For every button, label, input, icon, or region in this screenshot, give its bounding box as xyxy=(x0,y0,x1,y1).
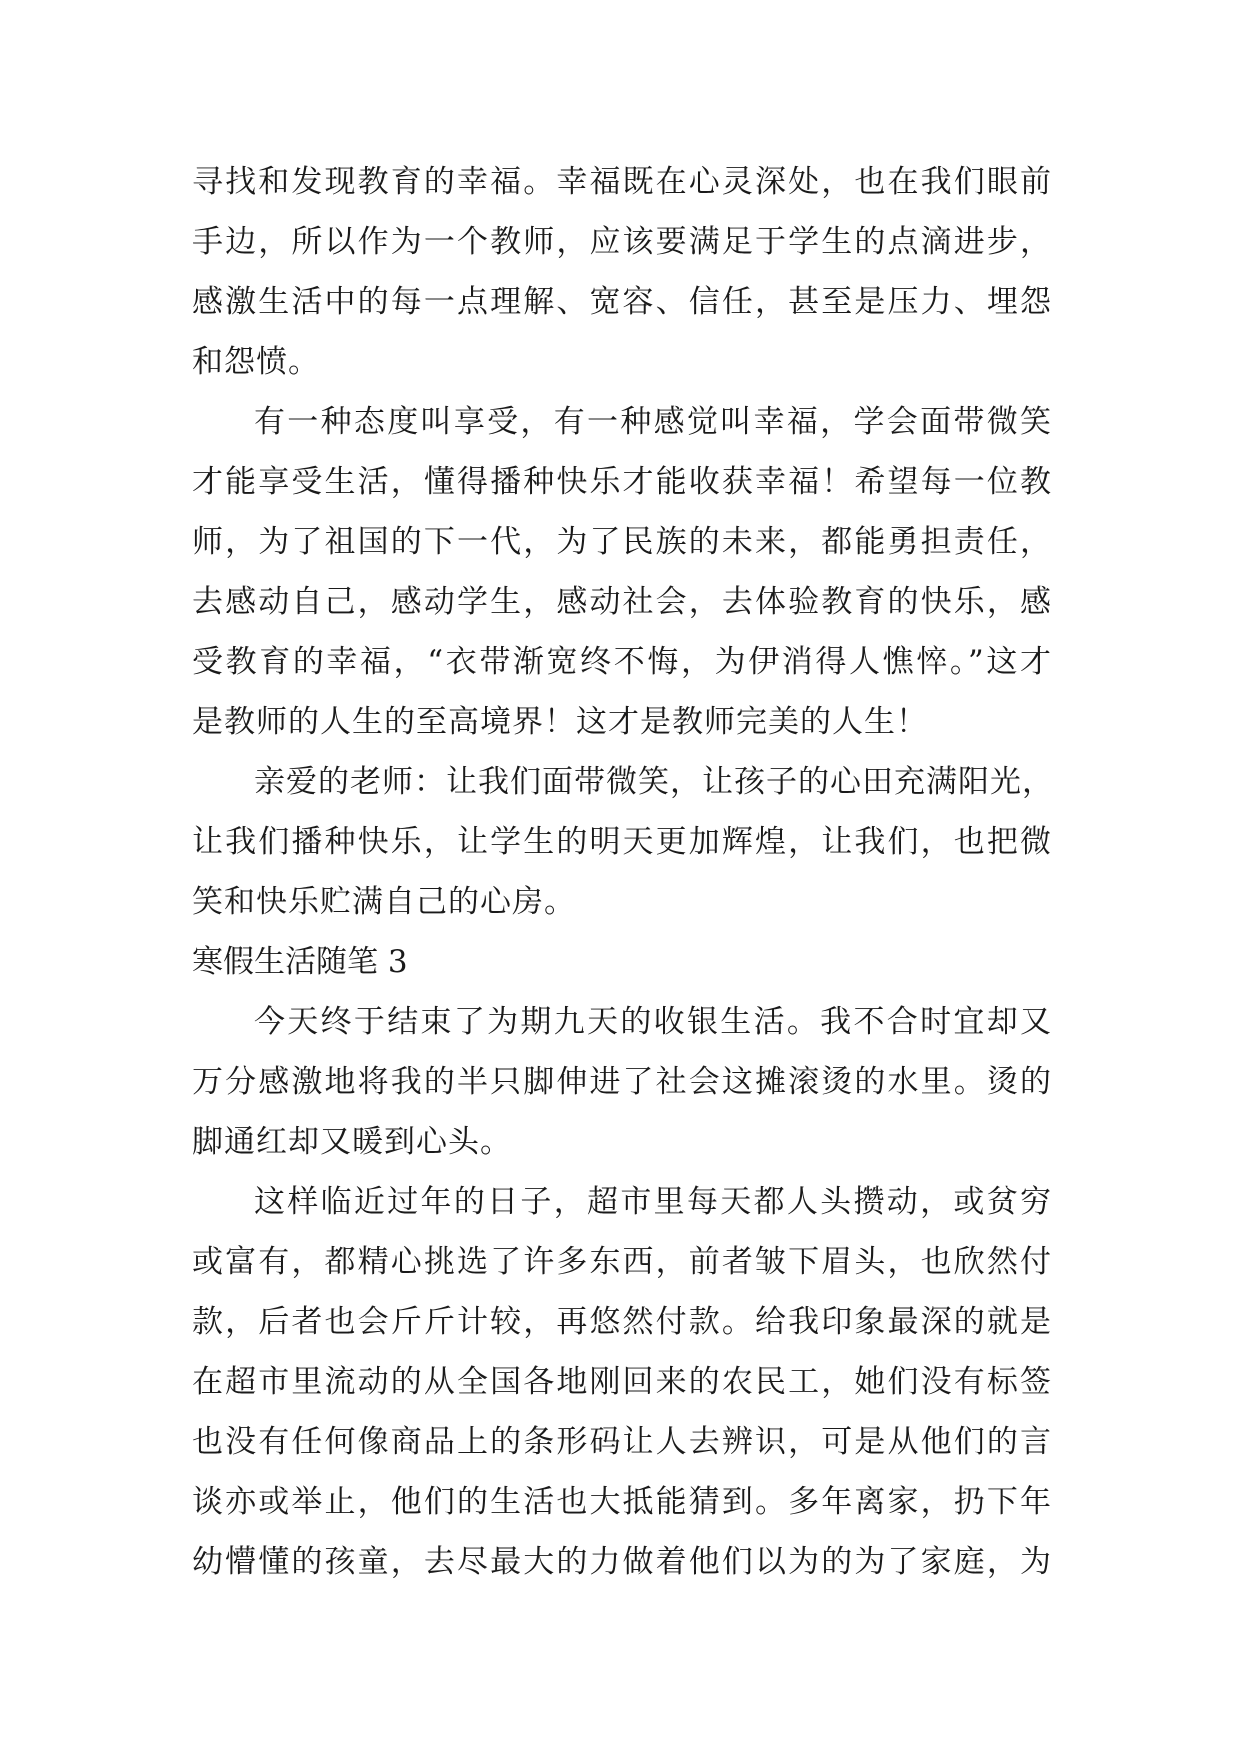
paragraph-first-line: 有一种态度叫享受，有一种感觉叫幸福，学会面带微笑 xyxy=(254,404,1052,440)
text-line: 幼懵懂的孩童，去尽最大的力做着他们以为的为了家庭，为 xyxy=(192,1544,1052,1580)
text-line: 万分感激地将我的半只脚伸进了社会这摊滚烫的水里。烫的 xyxy=(192,1064,1052,1100)
text-line: 受教育的幸福，“衣带渐宽终不悔，为伊消得人憔悴。”这才 xyxy=(192,644,1052,680)
section-heading: 寒假生活随笔 3 xyxy=(192,944,408,980)
paragraph-first-line: 这样临近过年的日子，超市里每天都人头攒动，或贫穷 xyxy=(254,1184,1052,1220)
paragraph-first-line: 今天终于结束了为期九天的收银生活。我不合时宜却又 xyxy=(254,1004,1052,1040)
document-body xyxy=(192,152,1052,1592)
text-line: 寻找和发现教育的幸福。幸福既在心灵深处，也在我们眼前 xyxy=(192,164,1052,200)
text-line: 脚通红却又暖到心头。 xyxy=(192,1124,512,1160)
text-line: 是教师的人生的至高境界！这才是教师完美的人生！ xyxy=(192,704,928,740)
text-line: 款，后者也会斤斤计较，再悠然付款。给我印象最深的就是 xyxy=(192,1304,1052,1340)
text-line: 或富有，都精心挑选了许多东西，前者皱下眉头，也欣然付 xyxy=(192,1244,1052,1280)
text-line: 和怨愤。 xyxy=(192,344,320,380)
text-line: 也没有任何像商品上的条形码让人去辨识，可是从他们的言 xyxy=(192,1424,1052,1460)
text-line: 才能享受生活，懂得播种快乐才能收获幸福！希望每一位教 xyxy=(192,464,1052,500)
text-line: 去感动自己，感动学生，感动社会，去体验教育的快乐，感 xyxy=(192,584,1052,620)
text-line: 师，为了祖国的下一代，为了民族的未来，都能勇担责任， xyxy=(192,524,1052,560)
text-line: 在超市里流动的从全国各地刚回来的农民工，她们没有标签 xyxy=(192,1364,1052,1400)
text-line: 笑和快乐贮满自己的心房。 xyxy=(192,884,576,920)
text-line: 谈亦或举止，他们的生活也大抵能猜到。多年离家，扔下年 xyxy=(192,1484,1052,1520)
text-line: 手边，所以作为一个教师，应该要满足于学生的点滴进步， xyxy=(192,224,1052,260)
text-line: 感激生活中的每一点理解、宽容、信任，甚至是压力、埋怨 xyxy=(192,284,1052,320)
text-line: 让我们播种快乐，让学生的明天更加辉煌，让我们，也把微 xyxy=(192,824,1052,860)
paragraph-first-line: 亲爱的老师：让我们面带微笑，让孩子的心田充满阳光， xyxy=(254,764,1054,800)
